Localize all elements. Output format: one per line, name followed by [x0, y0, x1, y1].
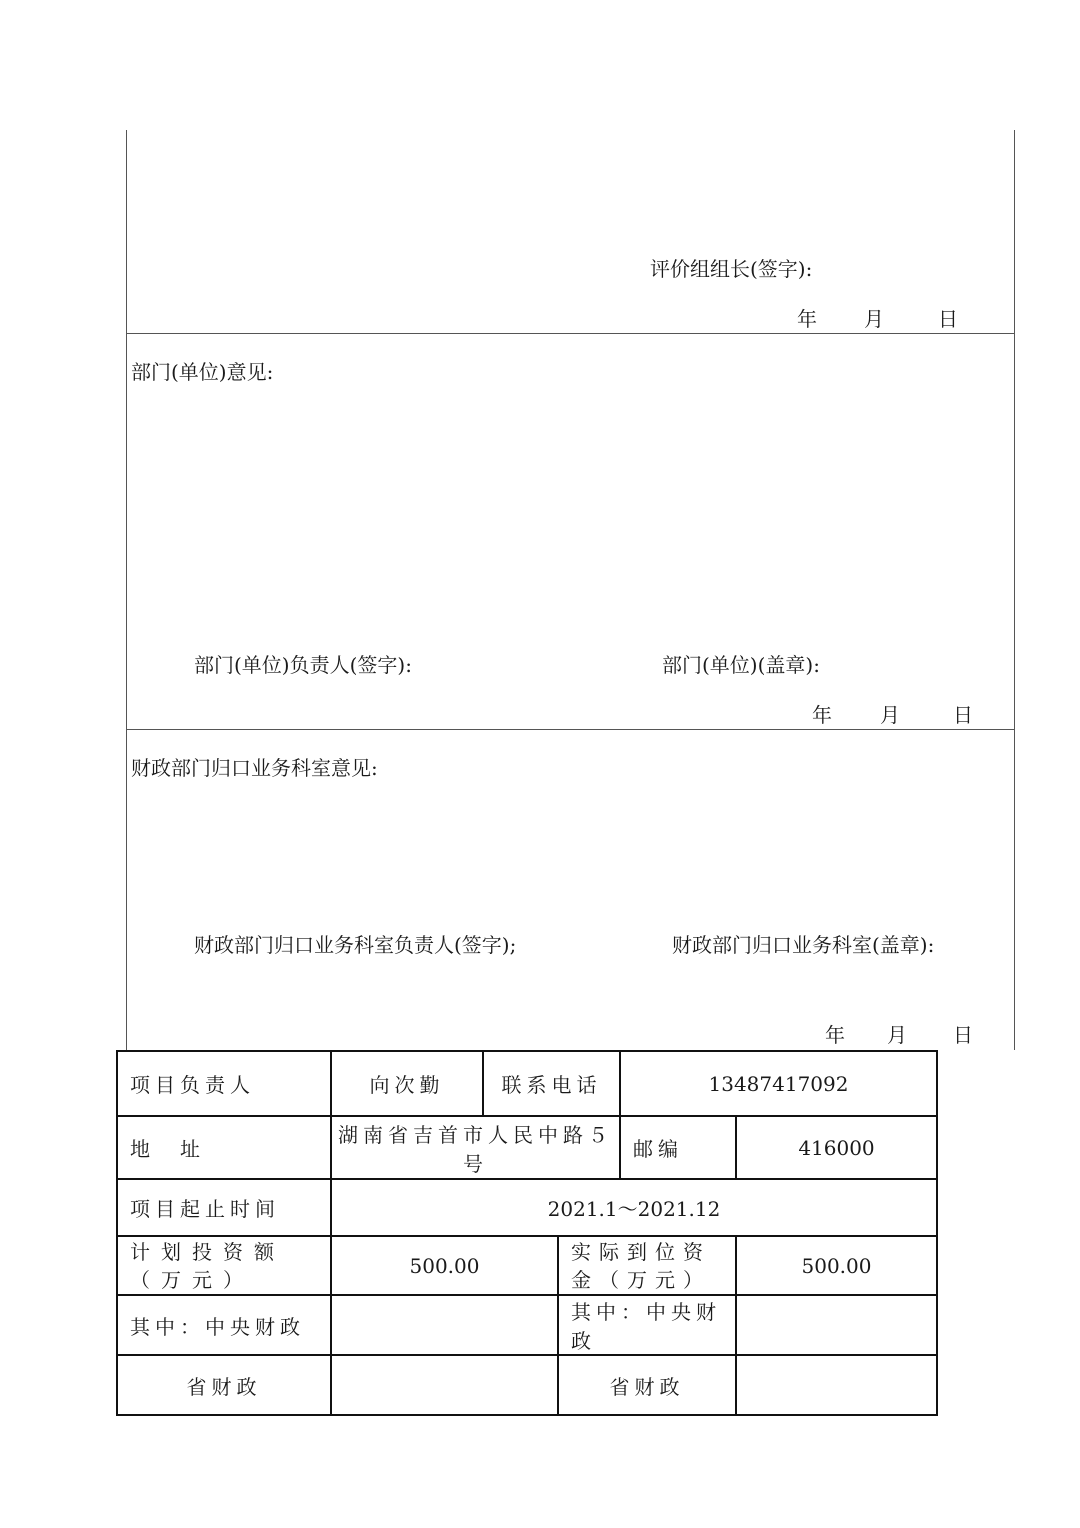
finance-date-year: 年 — [825, 1023, 845, 1047]
contact-phone-value: 13487417092 — [708, 1071, 849, 1096]
department-date-month: 月 — [880, 703, 900, 727]
central-finance-label-actual: 其中：中央财政 — [571, 1300, 721, 1353]
project-info-table — [116, 1050, 938, 1416]
finance-seal-label: 财政部门归口业务科室(盖章): — [672, 933, 935, 957]
central-finance-planned-value — [332, 1296, 557, 1354]
department-opinion-heading: 部门(单位)意见: — [131, 360, 274, 384]
provincial-finance-actual-value — [737, 1356, 936, 1414]
form-left-border — [126, 130, 127, 1050]
provincial-finance-label: 省财政 — [186, 1374, 262, 1399]
provincial-finance-planned-value — [332, 1356, 557, 1414]
department-seal-label: 部门(单位)(盖章): — [662, 653, 820, 677]
contact-phone-label: 联系电话 — [501, 1073, 602, 1097]
project-period-value: 2021.1～2021.12 — [547, 1197, 721, 1221]
finance-opinion-heading: 财政部门归口业务科室意见: — [131, 756, 378, 780]
address-value: 湖南省吉首市人民中路５号 — [338, 1122, 613, 1176]
evaluation-leader-sign-label: 评价组组长(签字): — [650, 257, 813, 281]
address-label: 地 址 — [130, 1137, 205, 1161]
section-divider — [126, 333, 1015, 334]
section-divider — [126, 729, 1015, 730]
department-date-year: 年 — [812, 703, 832, 727]
form-right-border — [1014, 130, 1015, 1050]
actual-funds-value: 500.00 — [801, 1253, 872, 1278]
project-leader-name: 向次勤 — [369, 1073, 445, 1097]
project-period-label: 项目起止时间 — [130, 1197, 280, 1221]
central-finance-label: 其中：中央财政 — [130, 1314, 305, 1339]
planned-investment-label: 计划投资额（万元） — [130, 1239, 285, 1292]
planned-investment-value: 500.00 — [409, 1253, 480, 1278]
provincial-finance-label-actual: 省财政 — [609, 1374, 685, 1399]
evaluation-date-year: 年 — [797, 307, 817, 331]
postcode-label: 邮编 — [633, 1137, 683, 1161]
finance-date-month: 月 — [887, 1023, 907, 1047]
finance-head-sign-label: 财政部门归口业务科室负责人(签字); — [194, 933, 517, 957]
actual-funds-label: 实际到位资金（万元） — [571, 1239, 711, 1292]
evaluation-date-month: 月 — [864, 307, 884, 331]
evaluation-date-day: 日 — [938, 307, 958, 331]
department-date-day: 日 — [953, 703, 973, 727]
finance-date-day: 日 — [953, 1023, 973, 1047]
project-leader-label: 项目负责人 — [130, 1073, 255, 1097]
department-head-sign-label: 部门(单位)负责人(签字): — [194, 653, 412, 677]
central-finance-actual-value — [737, 1296, 936, 1354]
postcode-value: 416000 — [798, 1135, 875, 1160]
